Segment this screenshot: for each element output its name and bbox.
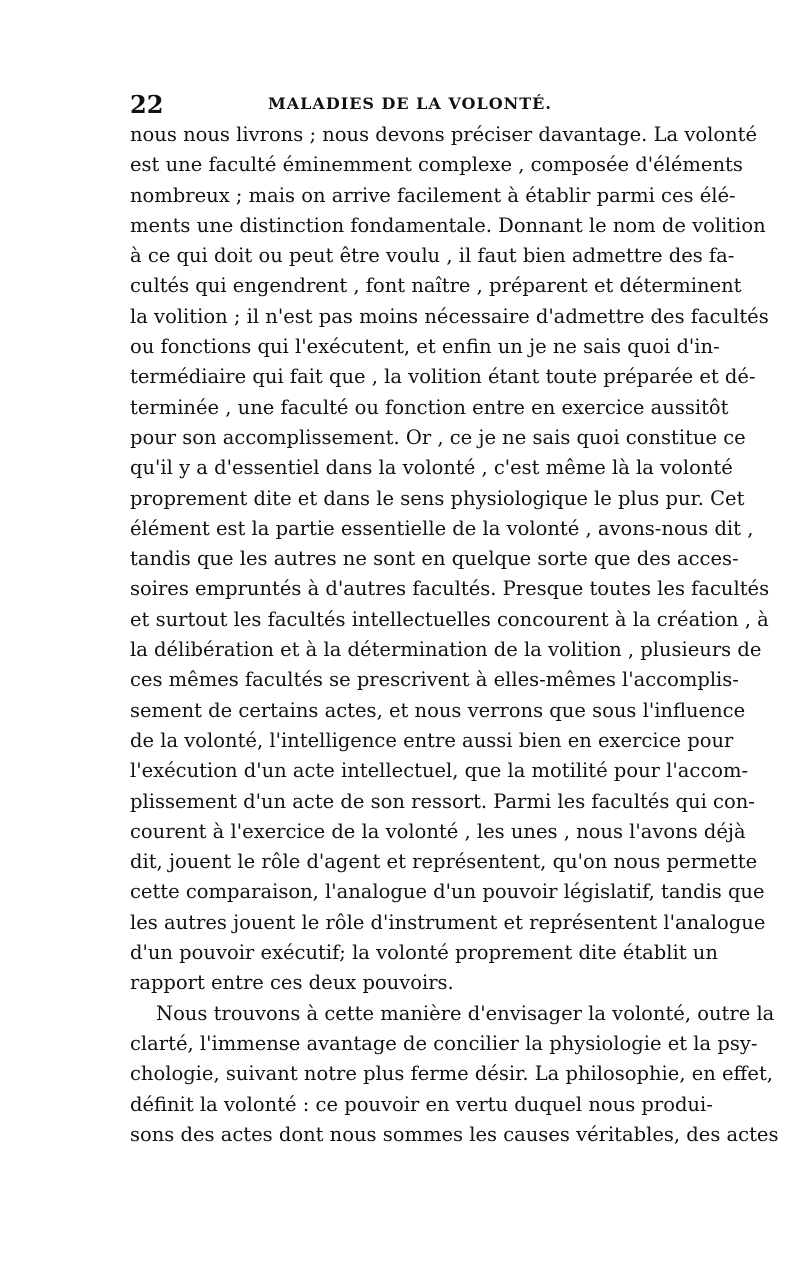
- text-line: clarté, l'immense avantage de concilier la physiologie et la psy-: [130, 1031, 758, 1055]
- text-line: qu'il y a d'essentiel dans la volonté , c'est même là la volonté: [130, 456, 733, 480]
- text-line: tandis que les autres ne sont en quelque sorte que des acces-: [130, 547, 739, 571]
- text-line: dit, jouent le rôle d'agent et représentent, qu'on nous permette: [130, 850, 758, 874]
- text-line: l'exécution d'un acte intellectuel, que la motilité pour l'accom-: [130, 759, 749, 783]
- text-line: terminée , une faculté ou fonction entre en exercice aussitôt: [130, 395, 729, 419]
- text-line: cultés qui engendrent , font naître , préparent et déterminent: [130, 274, 742, 298]
- running-head: [130, 90, 672, 120]
- text-line: est une faculté éminemment complexe , composée d'éléments: [130, 153, 743, 177]
- text-line: élément est la partie essentielle de la volonté , avons-nous dit ,: [130, 516, 754, 540]
- paragraph-1: [130, 120, 770, 999]
- running-title: MALADIES DE LA VOLONTÉ.: [268, 94, 552, 113]
- text-line: d'un pouvoir exécutif; la volonté proprement dite établit un: [130, 941, 718, 965]
- text-line: ou fonctions qui l'exécutent, et enfin un je ne sais quoi d'in-: [130, 335, 720, 359]
- text-line: plissement d'un acte de son ressort. Parmi les facultés qui con-: [130, 789, 755, 813]
- page-number: 22: [130, 90, 164, 119]
- text-line: pour son accomplissement. Or , ce je ne sais quoi constitue ce: [130, 425, 746, 449]
- text-line: termédiaire qui fait que , la volition étant toute préparée et dé-: [130, 365, 756, 389]
- text-line: courent à l'exercice de la volonté , les unes , nous l'avons déjà: [130, 819, 746, 843]
- text-line: nombreux ; mais on arrive facilement à établir parmi ces élé-: [130, 183, 736, 207]
- text-line: sons des actes dont nous sommes les causes véritables, des actes: [130, 1122, 779, 1146]
- text-line: les autres jouent le rôle d'instrument et représentent l'analogue: [130, 910, 766, 934]
- body-text: [130, 120, 779, 1150]
- paragraph-2: [130, 999, 779, 1150]
- text-line: soires empruntés à d'autres facultés. Presque toutes les facultés: [130, 577, 770, 601]
- text-line: définit la volonté : ce pouvoir en vertu duquel nous produi-: [130, 1092, 713, 1116]
- text-line: la volition ; il n'est pas moins nécessaire d'admettre des facultés: [130, 304, 769, 328]
- text-line: et surtout les facultés intellectuelles concourent à la création , à: [130, 607, 769, 631]
- text-line: sement de certains actes, et nous verrons que sous l'influence: [130, 698, 746, 722]
- text-line: rapport entre ces deux pouvoirs.: [130, 971, 454, 995]
- text-line: ces mêmes facultés se prescrivent à elles-mêmes l'accomplis-: [130, 668, 739, 692]
- text-line: ments une distinction fondamentale. Donnant le nom de volition: [130, 213, 766, 237]
- text-line: nous nous livrons ; nous devons préciser davantage. La volonté: [130, 123, 758, 146]
- text-line: la délibération et à la détermination de la volition , plusieurs de: [130, 638, 762, 662]
- text-line: Nous trouvons à cette manière d'envisager la volonté, outre la: [156, 1001, 775, 1025]
- text-line: proprement dite et dans le sens physiologique le plus pur. Cet: [130, 486, 745, 510]
- text-line: de la volonté, l'intelligence entre aussi bien en exercice pour: [130, 728, 734, 752]
- text-line: cette comparaison, l'analogue d'un pouvoir législatif, tandis que: [130, 880, 765, 904]
- text-line: à ce qui doit ou peut être voulu , il faut bien admettre des fa-: [130, 244, 735, 268]
- text-line: chologie, suivant notre plus ferme désir. La philosophie, en effet,: [130, 1062, 773, 1086]
